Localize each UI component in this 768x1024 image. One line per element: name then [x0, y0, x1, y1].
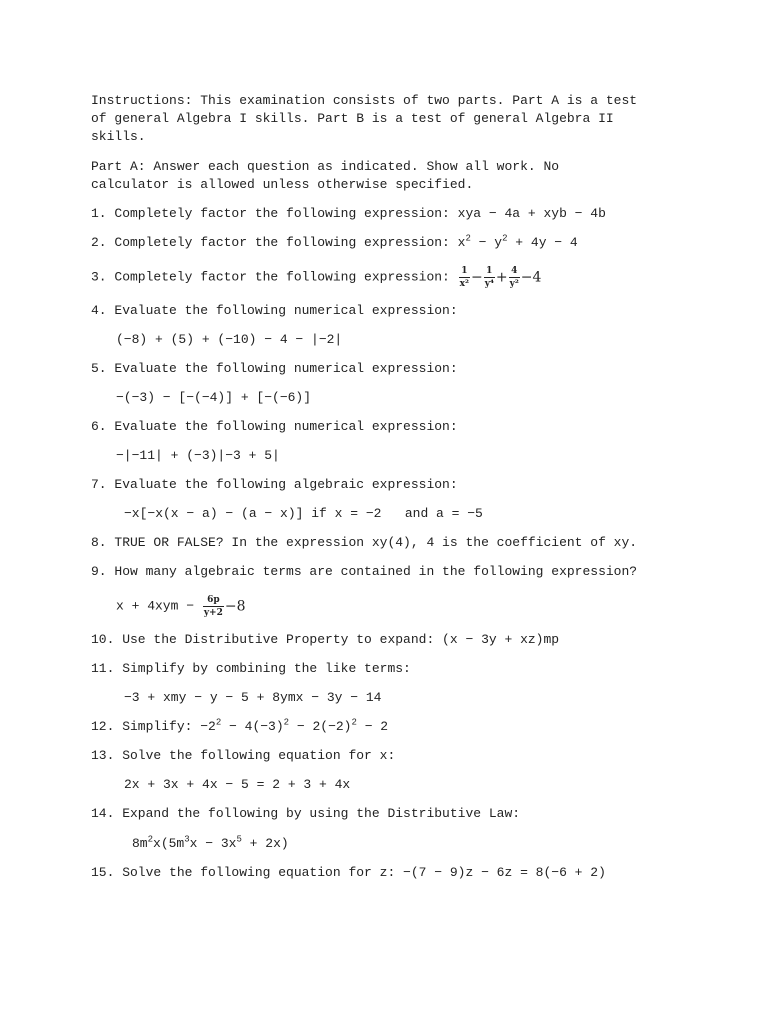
- q14-sup-3: 5: [236, 834, 242, 845]
- q3-fraction-2: $\frac{1}{\text{y⁴}}$: [484, 266, 494, 289]
- question-12: 12. Simplify: $-2^2 - 4(-3)^2 - 2(-2)^2 - 2$: [91, 717, 389, 734]
- q12-sup-2: 2: [283, 717, 290, 728]
- question-9-expression: [116, 595, 246, 618]
- question-11-expression: −3 + xmy − y − 5 + 8ymx − 3y − 14: [124, 690, 382, 705]
- q12-sup-3: 2: [351, 717, 357, 728]
- q3-text: 3. Completely factor the following expression:: [91, 269, 458, 285]
- q9-fraction: $\frac{6p}{y+2}$: [203, 595, 223, 618]
- question-13: 13. Solve the following equation for x:: [91, 748, 396, 763]
- question-1: 1. Completely factor the following expression: xya − 4a + xyb − 4b: [91, 206, 606, 221]
- question-8: 8. TRUE OR FALSE? In the expression xy(4), 4 is the coefficient of xy.: [91, 535, 638, 550]
- question-14: 14. Expand the following by using the Distributive Law:: [91, 806, 521, 821]
- q3-fraction-3: $\frac{4}{\text{y²}}$: [509, 266, 519, 289]
- question-3: [91, 266, 541, 289]
- question-5-expression: −(−3) − [−(−4)] + [−(−6)]: [116, 390, 312, 405]
- question-4-expression: (−8) + (5) + (−10) − 4 − |−2|: [116, 332, 343, 347]
- question-9: 9. How many algebraic terms are contained in the following expression?: [91, 564, 638, 579]
- q14-sup-1: 2: [147, 834, 154, 845]
- instructions-line-1: Instructions: This examination consists of two parts. Part A is a test: [91, 93, 638, 108]
- question-11: 11. Simplify by combining the like terms:: [91, 661, 411, 676]
- part-a-line-1: Part A: Answer each question as indicated. Show all work. No: [91, 159, 560, 174]
- part-a-line-2: calculator is allowed unless otherwise specified.: [91, 177, 474, 192]
- q14-sup-2: 3: [184, 834, 190, 845]
- q3-op-2: +: [495, 269, 508, 286]
- instructions-line-3: skills.: [91, 129, 146, 144]
- q2-sup-2: 2: [502, 233, 508, 244]
- q2-end: + 4y − 4: [507, 235, 578, 250]
- instructions-line-2: of general Algebra I skills. Part B is a test of general Algebra II: [91, 111, 614, 126]
- question-13-expression: 2x + 3x + 4x − 5 = 2 + 3 + 4x: [124, 777, 351, 792]
- q2-sup-1: 2: [465, 233, 471, 244]
- q2-mid: − y: [470, 235, 503, 250]
- question-6-expression: −|−11| + (−3)|−3 + 5|: [116, 448, 280, 463]
- question-10: 10. Use the Distributive Property to expand: (x − 3y + xz)mp: [91, 632, 560, 647]
- q2-text: 2. Completely factor the following expression: x: [91, 235, 466, 250]
- question-6: 6. Evaluate the following numerical expression:: [91, 419, 458, 434]
- question-14-expression: $8m^2x(5m^3x - 3x^5 + 2x)$: [132, 834, 289, 851]
- question-5: 5. Evaluate the following numerical expression:: [91, 361, 458, 376]
- q3-op-1: −: [470, 269, 483, 286]
- question-4: 4. Evaluate the following numerical expression:: [91, 303, 458, 318]
- q3-fraction-1: $\frac{1}{\text{x²}}$: [459, 266, 469, 289]
- q12-sup-1: 2: [215, 717, 222, 728]
- q9-expr: x + 4xym −: [116, 598, 202, 614]
- question-2: [91, 234, 578, 252]
- q3-tail: −4: [520, 269, 542, 286]
- question-15: 15. Solve the following equation for z: −(7 − 9)z − 6z = 8(−6 + 2): [91, 865, 606, 880]
- question-7: 7. Evaluate the following algebraic expression:: [91, 477, 458, 492]
- q9-tail: −8: [224, 598, 246, 615]
- question-7-expression: −x[−x(x − a) − (a − x)] if x = −2 and a = −5: [124, 506, 483, 521]
